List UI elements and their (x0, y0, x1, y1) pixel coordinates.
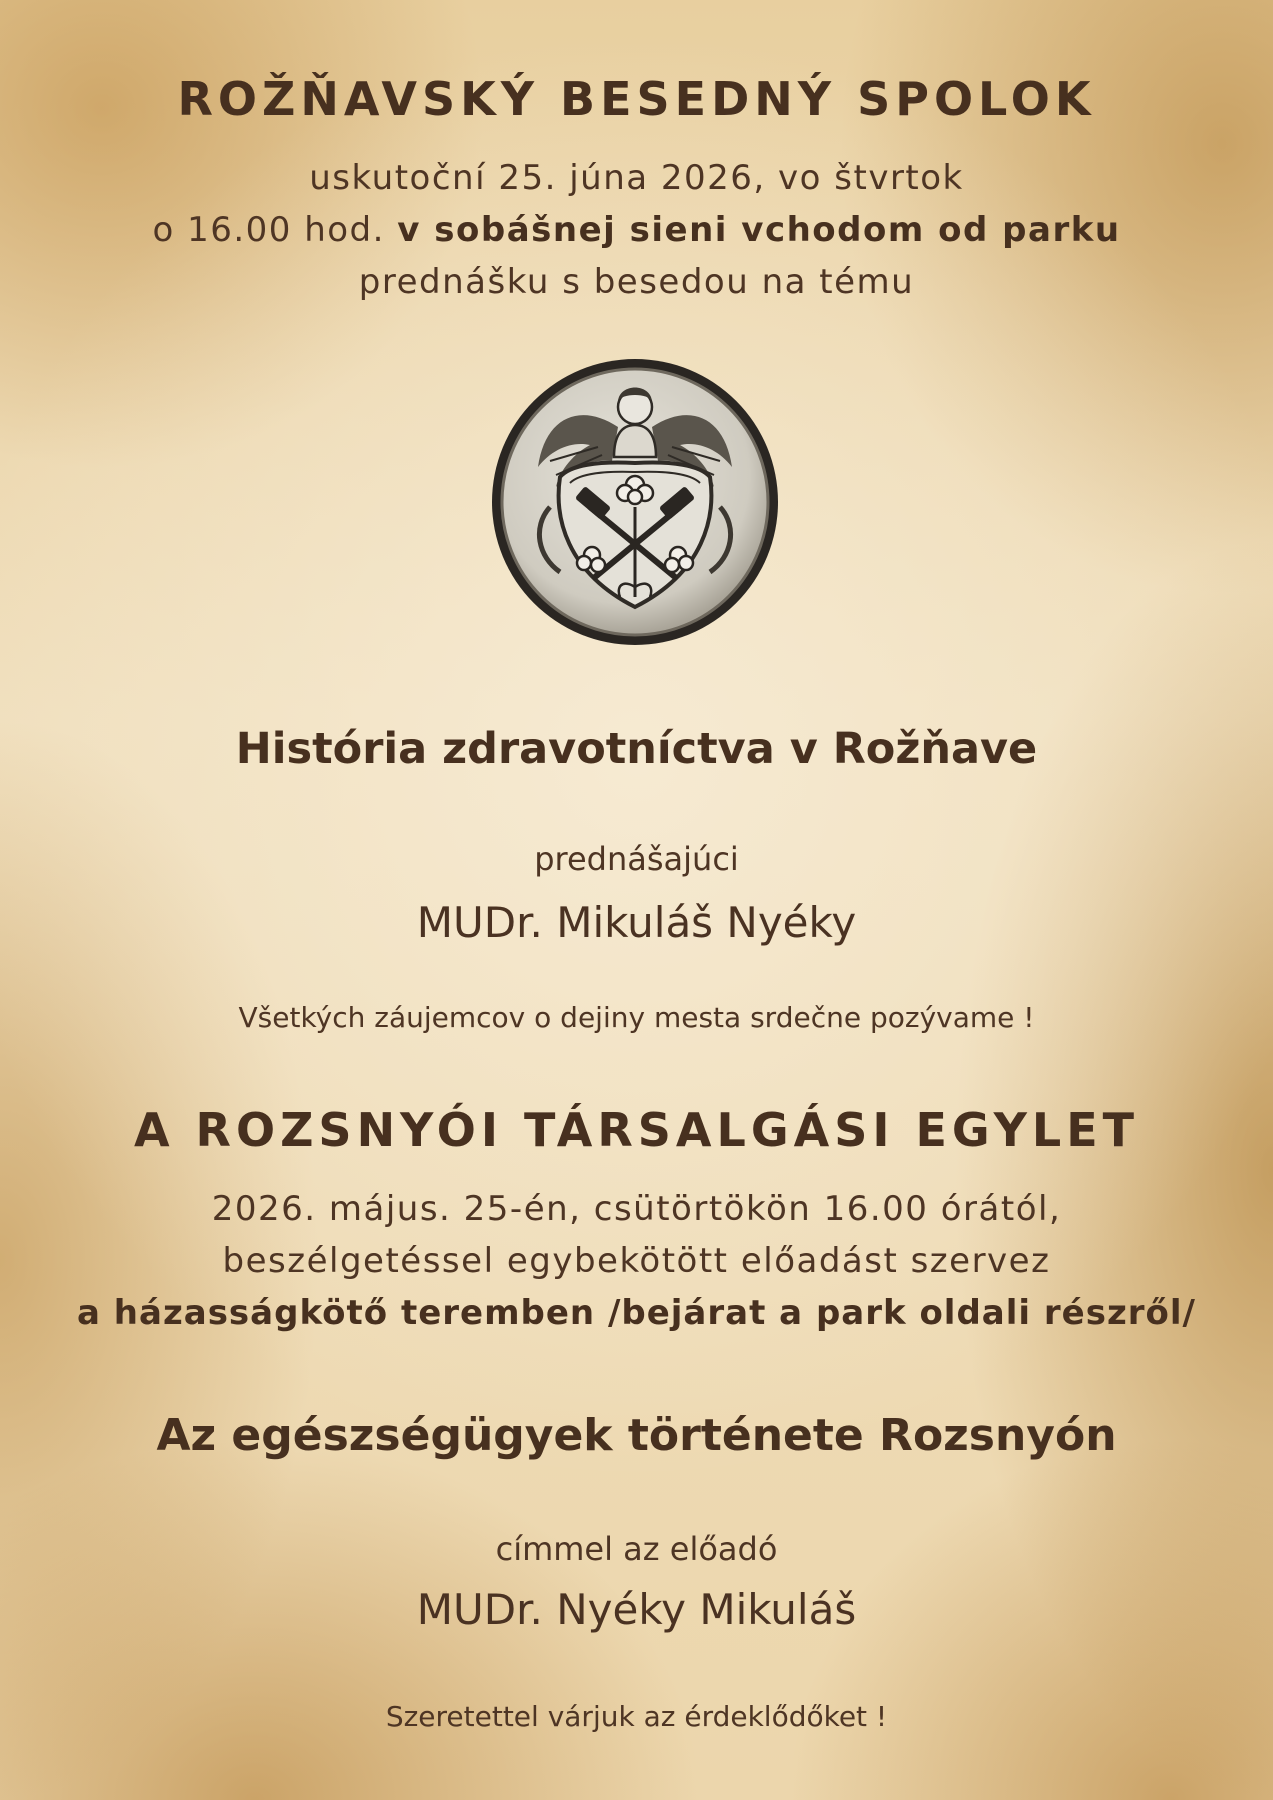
coat-of-arms-seal-icon (490, 357, 780, 647)
org-name-hungarian: A ROZSNYÓI TÁRSALGÁSI EGYLET (133, 1103, 1140, 1157)
intro-slovak: prednášku s besedou na tému (358, 262, 915, 302)
speaker-name-hungarian: MUDr. Nyéky Mikuláš (416, 1585, 857, 1634)
intro-hungarian: beszélgetéssel egybekötött előadást szervez (222, 1241, 1051, 1281)
time-prefix: o 16.00 hod. (152, 210, 385, 250)
venue-slovak: v sobášnej sieni vchodom od parku (397, 210, 1121, 250)
lecture-title-hungarian: Az egészségügyek története Rozsnyón (156, 1410, 1117, 1461)
speaker-role-slovak: prednášajúci (534, 840, 739, 878)
date-line-hungarian: 2026. május. 25-én, csütörtökön 16.00 órától, (211, 1189, 1062, 1229)
date-line-slovak: uskutoční 25. júna 2026, vo štvrtok (309, 158, 964, 198)
speaker-name-slovak: MUDr. Mikuláš Nyéky (416, 898, 857, 947)
speaker-role-hungarian: címmel az előadó (495, 1530, 778, 1568)
venue-hungarian: a házasságkötő teremben /bejárat a park oldali részről/ (77, 1293, 1196, 1333)
org-name-slovak: ROŽŇAVSKÝ BESEDNÝ SPOLOK (177, 72, 1096, 126)
invitation-hungarian: Szeretettel várjuk az érdeklődőket ! (385, 1700, 888, 1733)
invitation-slovak: Všetkých záujemcov o dejiny mesta srdečne pozývame ! (238, 1001, 1035, 1034)
time-venue-line-slovak (0, 210, 1273, 250)
lecture-title-slovak: História zdravotníctva v Rožňave (235, 724, 1038, 774)
